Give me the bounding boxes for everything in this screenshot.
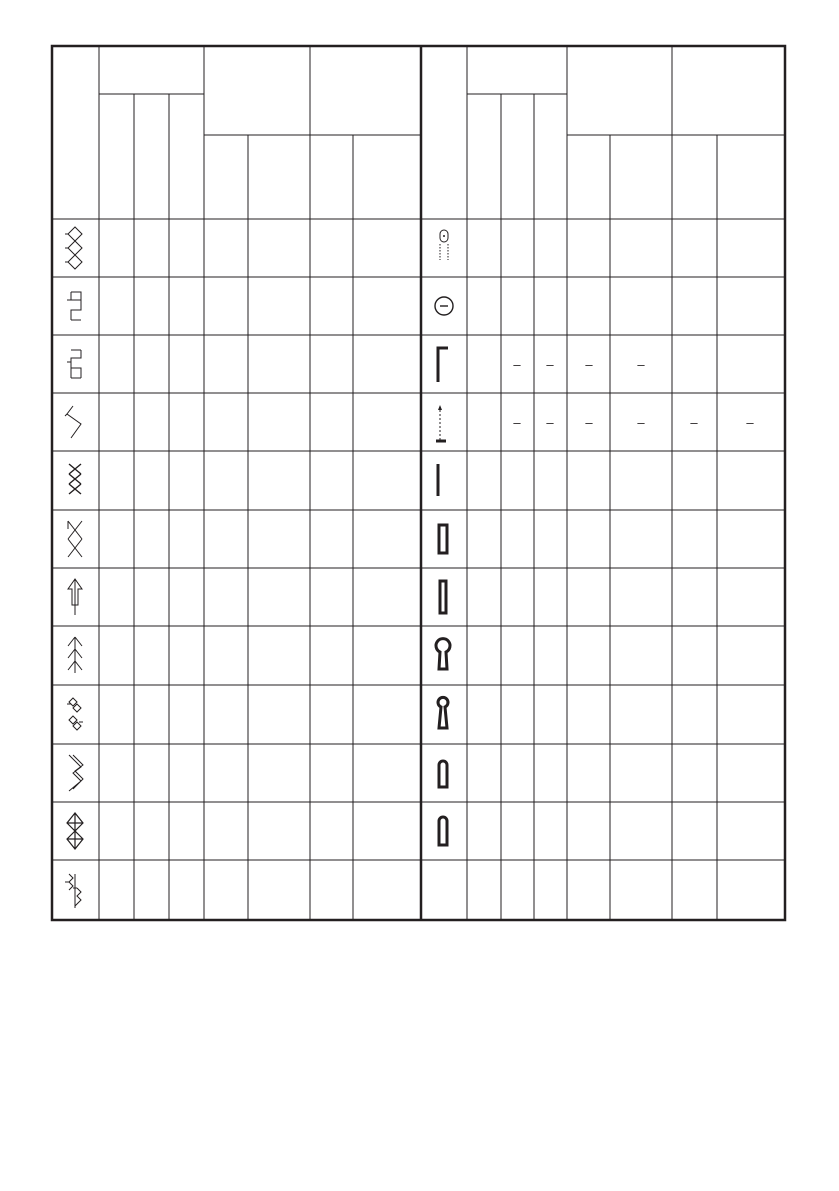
keyhole-buttonhole-icon: [436, 639, 450, 669]
table-cell: –: [746, 415, 754, 430]
arrow-stitch-icon: [68, 579, 82, 615]
table-cell: –: [637, 357, 645, 372]
table-cell: –: [690, 415, 698, 430]
table-grid: [52, 46, 785, 920]
square-wave-stitch-alt-icon: [67, 350, 81, 378]
lightning-stitch-icon: [69, 755, 83, 791]
diamond-chain-stitch-icon: [65, 227, 82, 269]
table-cell: –: [513, 357, 521, 372]
diamond-star-stitch-icon: [67, 813, 83, 849]
feather-cross-stitch-icon: [68, 521, 82, 557]
table-cell: –: [585, 357, 593, 372]
small-keyhole-buttonhole-icon: [438, 697, 448, 728]
square-buttonhole-icon: [439, 525, 447, 553]
square-wave-stitch-icon: [67, 292, 81, 320]
decorative-knot-stitch-icon: [67, 698, 83, 730]
narrow-square-buttonhole-icon: [440, 581, 446, 613]
darning-stitch-icon: [436, 405, 446, 441]
bartacked-round-buttonhole-icon: [439, 817, 447, 845]
table-cell: –: [585, 415, 593, 430]
blanket-stitch-icon: [65, 874, 81, 908]
table-cell: –: [546, 357, 554, 372]
eyelet-stitch-icon: [435, 297, 453, 315]
table-cell: –: [513, 415, 521, 430]
zigzag-stitch-icon: [65, 406, 81, 438]
cross-stitch-icon: [69, 464, 81, 494]
bar-tack-stitch-icon: [438, 348, 448, 382]
table-cell: –: [546, 415, 554, 430]
round-end-buttonhole-icon: [439, 761, 447, 787]
fern-stitch-icon: [68, 637, 82, 673]
button-sewing-stitch-icon: [440, 230, 448, 260]
table-cell: –: [637, 415, 645, 430]
